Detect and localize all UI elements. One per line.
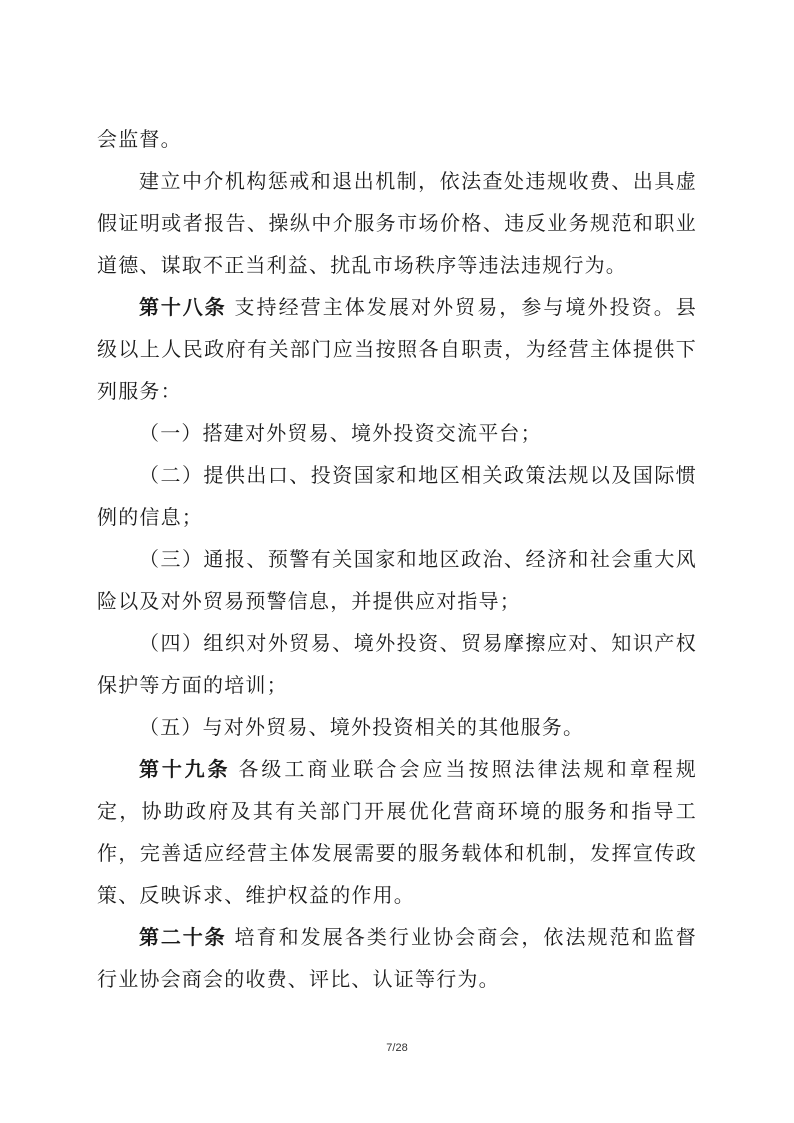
document-body	[97, 118, 697, 1000]
list-item-1: （一）搭建对外贸易、境外投资交流平台；	[139, 421, 542, 445]
article-text: 各级工商业联合会应当按照法律法规和章程规定，协助政府及其有关部门开展优化营商环境的服务和指导工作，完善适应经营主体发展需要的服务载体和机制，发挥宣传政策、反映诉求、维护权益的作用。	[97, 757, 698, 907]
article-20	[97, 916, 697, 1000]
article-text: 培育和发展各类行业协会商会，依法规范和监督行业协会商会的收费、评比、认证等行为。	[97, 925, 697, 991]
article-19	[97, 748, 697, 916]
article-text: 支持经营主体发展对外贸易，参与境外投资。县级以上人民政府有关部门应当按照各自职责，为经营主体提供下列服务：	[97, 295, 697, 403]
paragraph-continuation: 会监督。	[97, 127, 182, 151]
list-item-4: （四）组织对外贸易、境外投资、贸易摩擦应对、知识产权保护等方面的培训；	[97, 631, 697, 697]
list-item-3: （三）通报、预警有关国家和地区政治、经济和社会重大风险以及对外贸易预警信息，并提供应对指导；	[97, 547, 697, 613]
paragraph-intermediary-discipline: 建立中介机构惩戒和退出机制，依法查处违规收费、出具虚假证明或者报告、操纵中介服务市场价格、违反业务规范和职业道德、谋取不正当利益、扰乱市场秩序等违法违规行为。	[97, 169, 697, 277]
article-number: 第十八条	[139, 295, 227, 319]
article-18	[97, 286, 697, 412]
article-number: 第十九条	[139, 757, 231, 781]
list-item-5: （五）与对外贸易、境外投资相关的其他服务。	[139, 715, 585, 739]
article-number: 第二十条	[139, 925, 227, 949]
page-number: 7/28	[386, 1042, 408, 1054]
list-item-2: （二）提供出口、投资国家和地区相关政策法规以及国际惯例的信息；	[97, 463, 697, 529]
